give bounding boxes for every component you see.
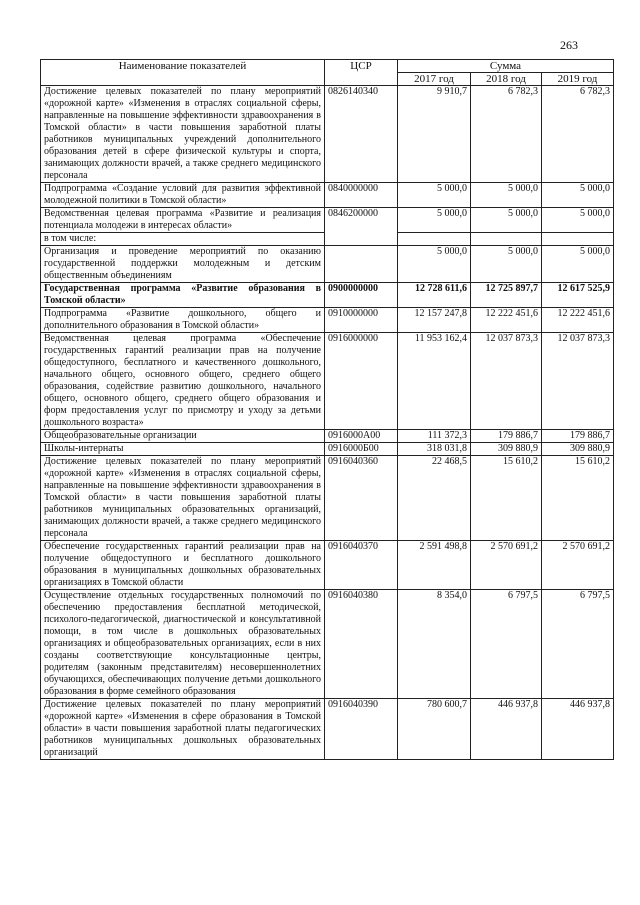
row-value-2018: 309 880,9 bbox=[471, 443, 542, 456]
row-csr: 0916000000 bbox=[325, 333, 398, 430]
row-value-2019: 6 797,5 bbox=[542, 590, 614, 699]
row-value-2019: 179 886,7 bbox=[542, 430, 614, 443]
row-value-2017: 2 591 498,8 bbox=[398, 541, 471, 590]
row-name: Достижение целевых показателей по плану мероприятий «дорожной карте» «Изменения в отраслях социальной сферы, направленные на повышение эффективности здравоохранения в Томской области» в части повышения заработной платы работников муниципальных образовательных организаций, занимающих должности врачей, а также среднего медицинского персонала bbox=[41, 456, 325, 541]
row-value-2018: 5 000,0 bbox=[471, 183, 542, 208]
row-value-2017: 9 910,7 bbox=[398, 86, 471, 183]
row-value-2018: 12 037 873,3 bbox=[471, 333, 542, 430]
row-value-2019: 12 222 451,6 bbox=[542, 308, 614, 333]
row-name: Подпрограмма «Создание условий для развития эффективной молодежной политики в Томской области» bbox=[41, 183, 325, 208]
table-row bbox=[41, 208, 614, 233]
row-name: Обеспечение государственных гарантий реализации прав на получение общедоступного и бесплатного дошкольного образования в муниципальных дошкольных образовательных организациях в Томской области bbox=[41, 541, 325, 590]
header-year-2017: 2017 год bbox=[398, 73, 471, 86]
row-value-2017 bbox=[398, 233, 471, 246]
row-value-2018: 6 782,3 bbox=[471, 86, 542, 183]
table-row bbox=[41, 183, 614, 208]
row-name: Государственная программа «Развитие образования в Томской области» bbox=[41, 283, 325, 308]
row-csr: 0840000000 bbox=[325, 183, 398, 208]
row-value-2018: 12 222 451,6 bbox=[471, 308, 542, 333]
table-row bbox=[41, 590, 614, 699]
row-value-2017: 5 000,0 bbox=[398, 183, 471, 208]
row-value-2019: 446 937,8 bbox=[542, 699, 614, 760]
row-value-2017: 11 953 162,4 bbox=[398, 333, 471, 430]
row-value-2018: 12 725 897,7 bbox=[471, 283, 542, 308]
row-csr: 0826140340 bbox=[325, 86, 398, 183]
row-value-2019: 309 880,9 bbox=[542, 443, 614, 456]
row-csr: 0916000А00 bbox=[325, 430, 398, 443]
row-value-2017: 780 600,7 bbox=[398, 699, 471, 760]
row-csr: 0916040360 bbox=[325, 456, 398, 541]
row-csr: 0916040390 bbox=[325, 699, 398, 760]
row-value-2019: 5 000,0 bbox=[542, 183, 614, 208]
row-value-2017: 12 728 611,6 bbox=[398, 283, 471, 308]
table-row bbox=[41, 456, 614, 541]
row-value-2018: 2 570 691,2 bbox=[471, 541, 542, 590]
table-row bbox=[41, 541, 614, 590]
row-value-2019: 15 610,2 bbox=[542, 456, 614, 541]
row-value-2017: 12 157 247,8 bbox=[398, 308, 471, 333]
table-row bbox=[41, 430, 614, 443]
row-value-2019: 5 000,0 bbox=[542, 208, 614, 233]
row-value-2019: 5 000,0 bbox=[542, 246, 614, 283]
row-csr: 0910000000 bbox=[325, 308, 398, 333]
row-name: Ведомственная целевая программа «Развитие и реализация потенциала молодежи в интересах области» bbox=[41, 208, 325, 233]
row-name: Достижение целевых показателей по плану мероприятий «дорожной карте» «Изменения в сфере образования в Томской области» в части повышения заработной платы педагогических работников муниципальных дошкольных образовательных организаций bbox=[41, 699, 325, 760]
row-name: Достижение целевых показателей по плану мероприятий «дорожной карте» «Изменения в отраслях социальной сферы, направленные на повышение эффективности здравоохранения в Томской области» в части повышения заработной платы работников муниципальных учреждений дополнительного образования детей в сфере физической культуры и спорта, занимающих должности врачей, а также среднего медицинского персонала bbox=[41, 86, 325, 183]
table-row bbox=[41, 246, 614, 283]
row-csr: 0900000000 bbox=[325, 283, 398, 308]
row-csr: 0916040380 bbox=[325, 590, 398, 699]
budget-table bbox=[40, 59, 614, 760]
row-value-2019: 2 570 691,2 bbox=[542, 541, 614, 590]
row-name: Подпрограмма «Развитие дошкольного, общего и дополнительного образования в Томской области» bbox=[41, 308, 325, 333]
row-value-2017: 22 468,5 bbox=[398, 456, 471, 541]
row-value-2019: 12 617 525,9 bbox=[542, 283, 614, 308]
row-name: Ведомственная целевая программа «Обеспечение государственных гарантий реализации прав на получение общедоступного, бесплатного и качественного дошкольного, начального общего, основного общего, среднего общего образования, содействие развитию дошкольного, начального общего, основного общего, среднего общего образования и форм предоставления услуг по присмотру и уходу за детьми дошкольного возраста» bbox=[41, 333, 325, 430]
table-row bbox=[41, 283, 614, 308]
row-value-2017: 318 031,8 bbox=[398, 443, 471, 456]
row-value-2018: 179 886,7 bbox=[471, 430, 542, 443]
table-row bbox=[41, 333, 614, 430]
table-row bbox=[41, 699, 614, 760]
table-row bbox=[41, 308, 614, 333]
row-csr: 0846200000 bbox=[325, 208, 398, 246]
row-value-2018: 446 937,8 bbox=[471, 699, 542, 760]
row-value-2018: 6 797,5 bbox=[471, 590, 542, 699]
row-csr: 0916040370 bbox=[325, 541, 398, 590]
row-value-2017: 5 000,0 bbox=[398, 208, 471, 233]
row-value-2017: 111 372,3 bbox=[398, 430, 471, 443]
header-name: Наименование показателей bbox=[41, 60, 325, 86]
row-value-2019 bbox=[542, 233, 614, 246]
row-value-2018: 15 610,2 bbox=[471, 456, 542, 541]
row-value-2018: 5 000,0 bbox=[471, 208, 542, 233]
row-value-2019: 12 037 873,3 bbox=[542, 333, 614, 430]
row-value-2018: 5 000,0 bbox=[471, 246, 542, 283]
row-csr bbox=[325, 246, 398, 283]
row-value-2017: 8 354,0 bbox=[398, 590, 471, 699]
row-name: Школы-интернаты bbox=[41, 443, 325, 456]
header-year-2019: 2019 год bbox=[542, 73, 614, 86]
row-value-2018 bbox=[471, 233, 542, 246]
header-year-2018: 2018 год bbox=[471, 73, 542, 86]
row-value-2019: 6 782,3 bbox=[542, 86, 614, 183]
row-name: Организация и проведение мероприятий по оказанию государственной поддержки молодежным и детским общественным объединениям bbox=[41, 246, 325, 283]
row-name: Осуществление отдельных государственных полномочий по обеспечению предоставления бесплатной методической, психолого-педагогической, диагностической и консультативной помощи, в том числе в дошкольных образовательных организациях и общеобразовательных организациях, если в них созданы соответствующие консультационные центры, родителям (законным представителям) несовершеннолетних обучающихся, обеспечивающих получение детьми дошкольного образования в форме семейного образования bbox=[41, 590, 325, 699]
row-value-2017: 5 000,0 bbox=[398, 246, 471, 283]
page-number: 263 bbox=[560, 38, 578, 52]
header-csr: ЦСР bbox=[325, 60, 398, 86]
header-sum: Сумма bbox=[398, 60, 614, 73]
row-name: Общеобразовательные организации bbox=[41, 430, 325, 443]
row-name: в том числе: bbox=[41, 233, 325, 246]
table-row bbox=[41, 86, 614, 183]
row-csr: 0916000Б00 bbox=[325, 443, 398, 456]
table-row bbox=[41, 443, 614, 456]
